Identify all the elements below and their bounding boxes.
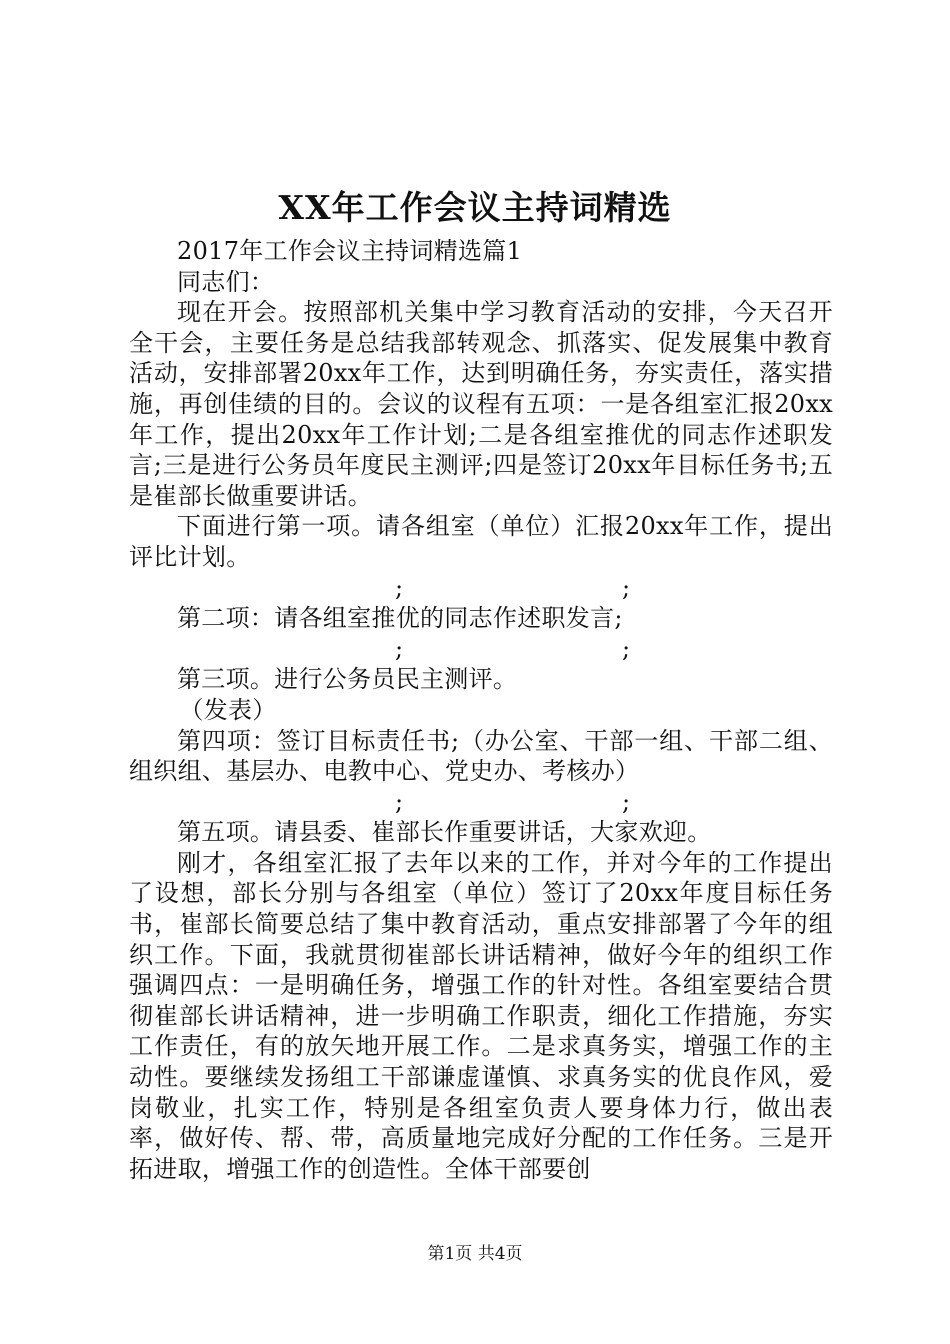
blank-line bbox=[129, 573, 833, 604]
paragraph-item-three: 第三项。进行公务员民主测评。 bbox=[177, 665, 518, 694]
semicolon-mark: ; bbox=[622, 573, 631, 602]
blank-line bbox=[129, 634, 833, 665]
semicolon-mark: ; bbox=[622, 787, 631, 816]
paragraph-salutation: 同志们： bbox=[177, 267, 275, 296]
paragraph-item-five: 第五项。请县委、崔部长作重要讲话，大家欢迎。 bbox=[177, 818, 712, 847]
paragraph-heading: 2017年工作会议主持词精选篇1 bbox=[177, 237, 523, 265]
paragraph-agenda: 现在开会。按照部机关集中学习教育活动的安排，今天召开全干会，主要任务是总结我部转观念、抓落实、促发展集中教育活动，安排部署20xx年工作，达到明确任务，夯实责任，落实措施，再创佳绩的目的。会议的议程有五项：一是各组室汇报20xx年工作，提出20xx年工作计划;二是各组室推优的同志作述职发言;三是进行公务员年度民主测评;四是签订20xx年目标任务书;五是崔部长做重要讲话。 bbox=[129, 298, 833, 510]
paragraph-note: （发表） bbox=[179, 695, 277, 724]
paragraph-item-two: 第二项：请各组室推优的同志作述职发言; bbox=[177, 604, 623, 633]
blank-line bbox=[129, 787, 833, 818]
semicolon-mark: ; bbox=[395, 573, 404, 602]
document-title: XX年工作会议主持词精选 bbox=[278, 188, 672, 227]
page-footer: 第1页 共4页 bbox=[427, 1244, 523, 1264]
semicolon-mark: ; bbox=[622, 634, 631, 663]
semicolon-mark: ; bbox=[395, 634, 404, 663]
paragraph-item-four: 第四项：签订目标责任书;（办公室、干部一组、干部二组、组织组、基层办、电教中心、党史办、考核办） bbox=[129, 726, 833, 786]
semicolon-mark: ; bbox=[395, 787, 404, 816]
document-body bbox=[129, 236, 833, 1184]
paragraph-closing-remarks: 刚才，各组室汇报了去年以来的工作，并对今年的工作提出了设想，部长分别与各组室（单位）签订了20xx年度目标任务书，崔部长简要总结了集中教育活动，重点安排部署了今年的组织工作。下面，我就贯彻崔部长讲话精神，做好今年的组织工作强调四点：一是明确任务，增强工作的针对性。各组室要结合贯彻崔部长讲话精神，进一步明确工作职责，细化工作措施，夯实工作责任，有的放矢地开展工作。二是求真务实，增强工作的主动性。要继续发扬组工干部谦虚谨慎、求真务实的优良作风，爱岗敬业，扎实工作，特别是各组室负责人要身体力行，做出表率，做好传、帮、带，高质量地完成好分配的工作任务。三是开拓进取，增强工作的创造性。全体干部要创 bbox=[129, 848, 833, 1183]
paragraph-item-one: 下面进行第一项。请各组室（单位）汇报20xx年工作，提出评比计划。 bbox=[129, 512, 833, 571]
